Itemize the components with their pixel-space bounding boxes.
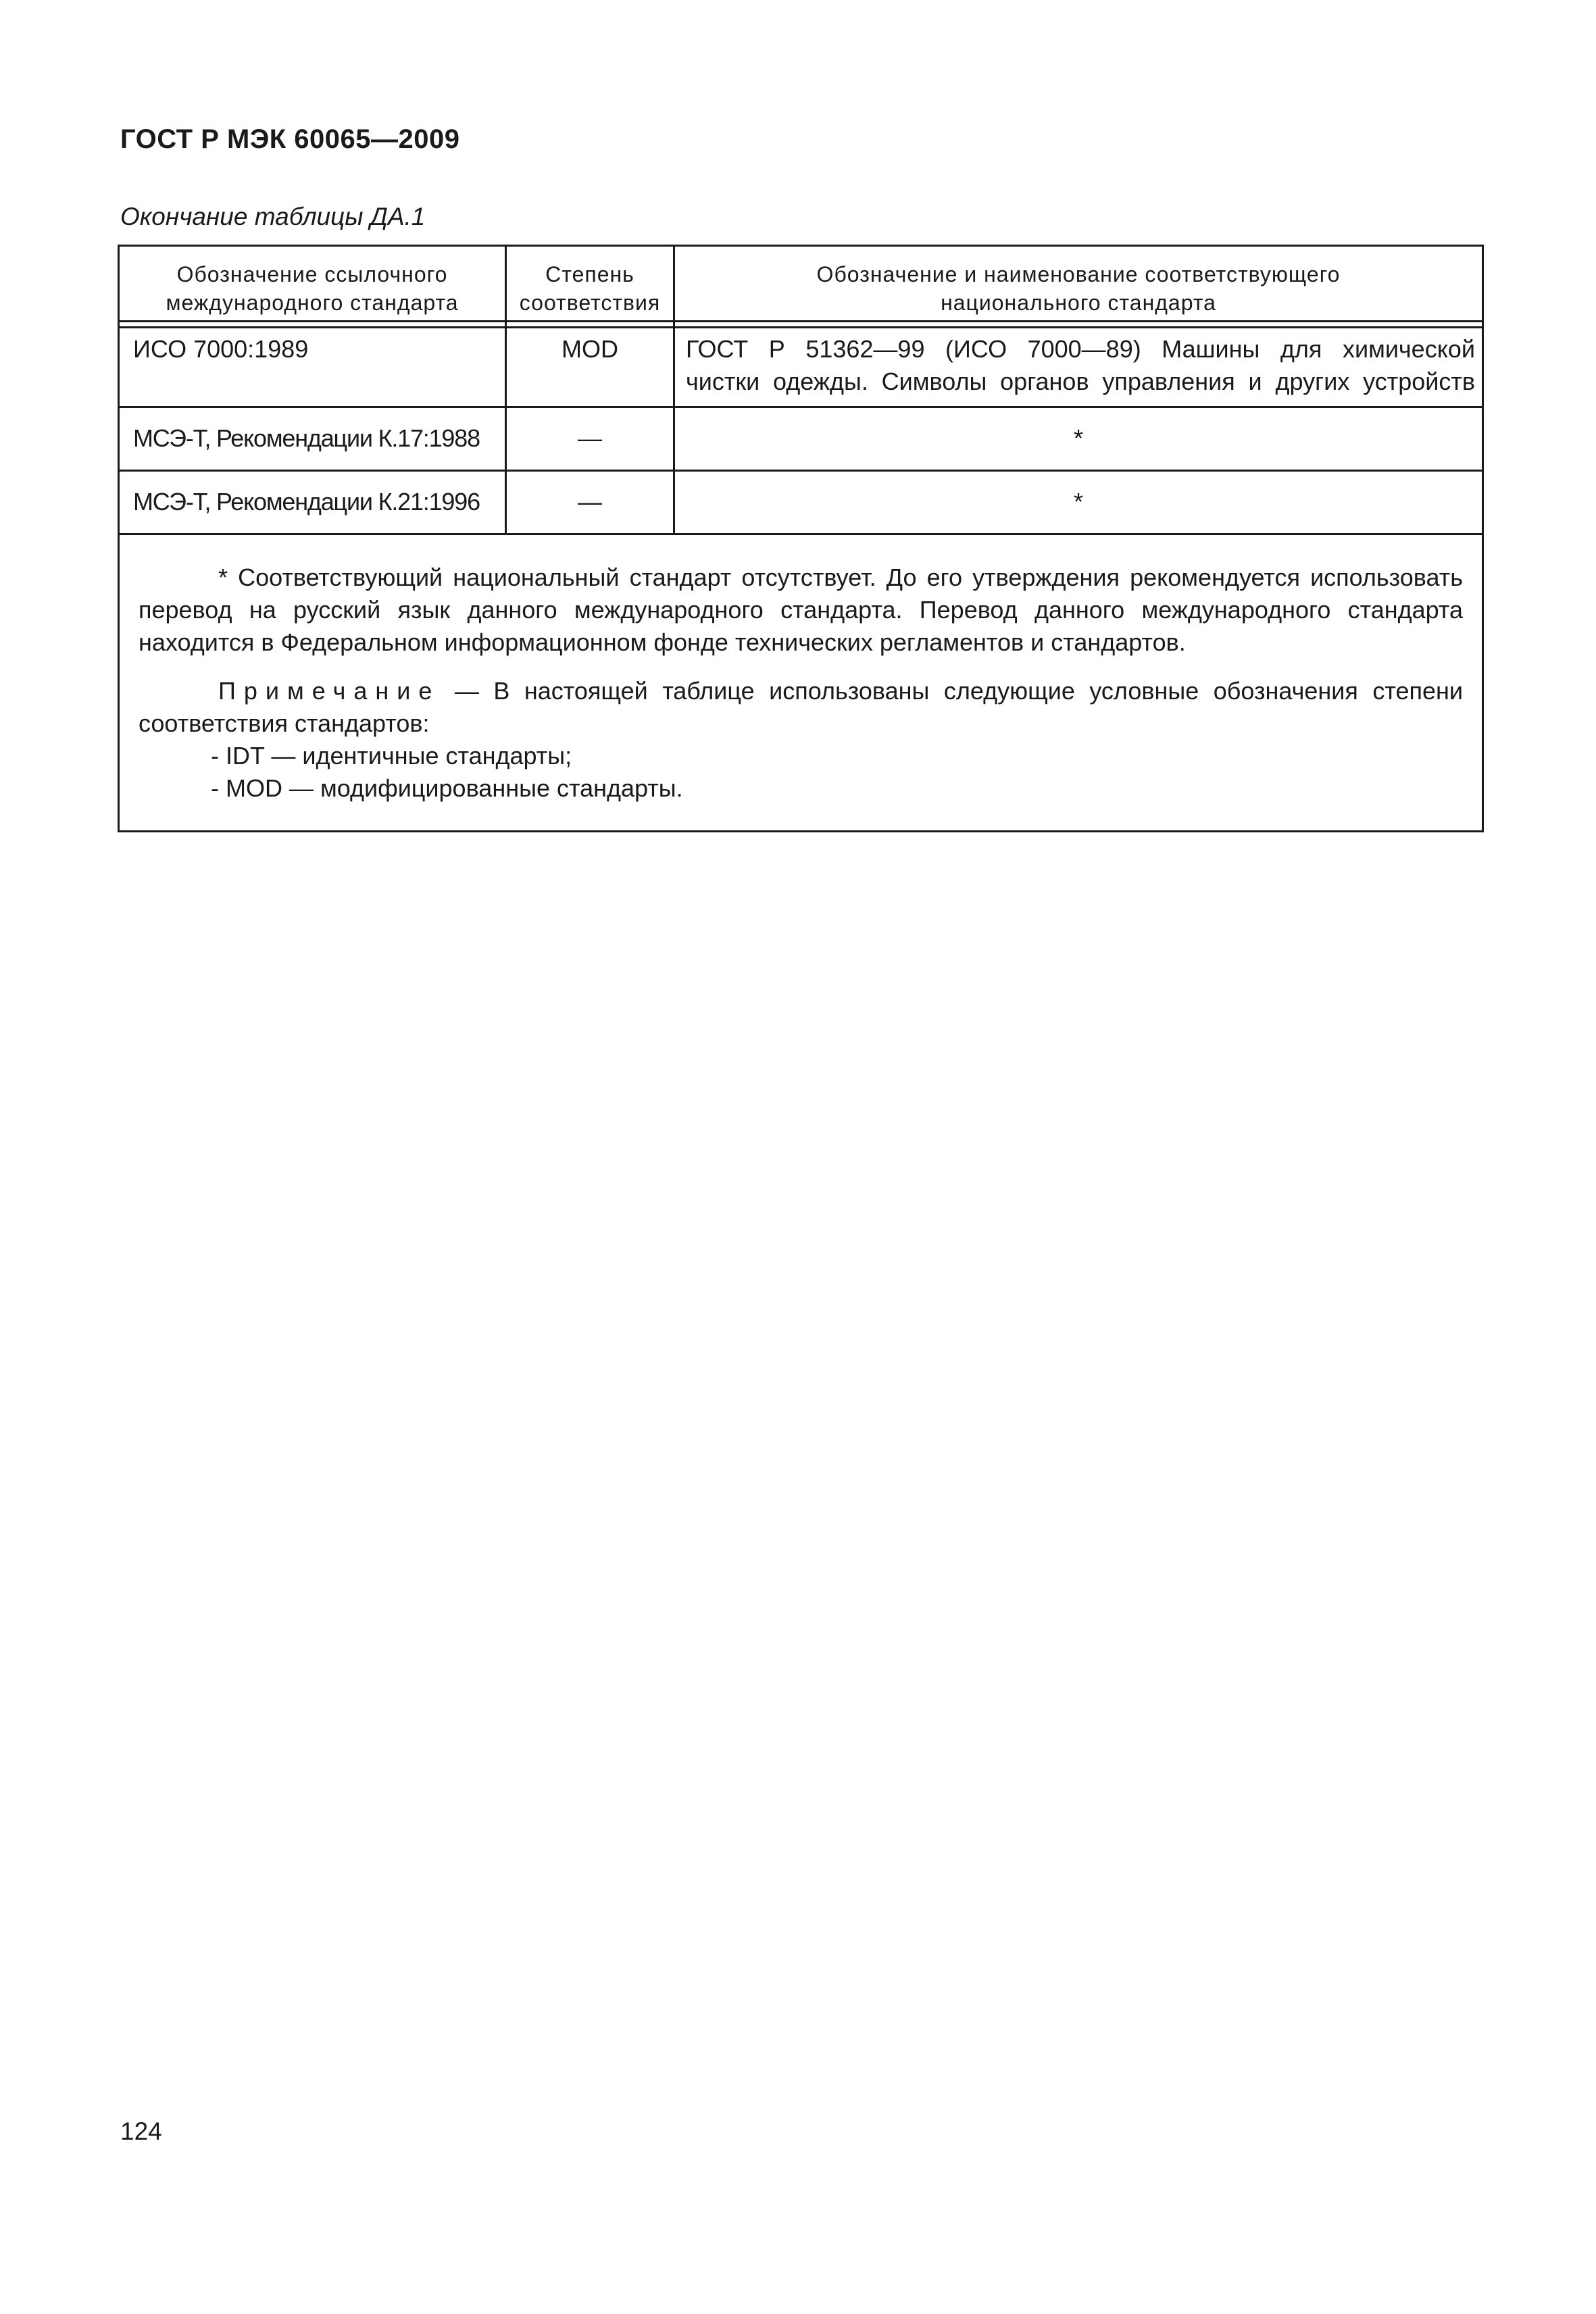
row-divider <box>120 533 1482 535</box>
header-divider <box>120 320 1482 322</box>
column-header-degree <box>507 260 673 317</box>
note-label: Примечание <box>218 677 441 705</box>
header-line: соответствия <box>519 291 661 315</box>
note-text-continued: соответствия стандартов: <box>139 709 430 737</box>
document-header: ГОСТ Р МЭК 60065—2009 <box>120 124 460 154</box>
column-header-national <box>675 260 1482 317</box>
table-cell-national: * <box>1073 424 1083 452</box>
row-divider <box>120 470 1482 472</box>
table-cell-reference: ИСО 7000:1989 <box>133 335 309 363</box>
note-list-item: - MOD — модифицированные стандарты. <box>211 774 683 802</box>
header-line: международного стандарта <box>166 291 459 315</box>
table-cell-degree: — <box>578 424 602 452</box>
national-line: чистки одежды. Символы органов управления и других устройств <box>686 368 1475 395</box>
note-list-item: - IDT — идентичные стандарты; <box>211 742 572 770</box>
table-note <box>139 675 1463 805</box>
national-line: ГОСТ Р 51362—99 (ИСО 7000—89) Машины для химической <box>686 335 1475 363</box>
header-line: национального стандарта <box>941 291 1216 315</box>
column-header-reference <box>120 260 505 317</box>
table-caption: Окончание таблицы ДА.1 <box>120 203 426 230</box>
note-text: — В настоящей таблице использованы следующие условные обозначения степени <box>440 677 1463 705</box>
header-line: Обозначение и наименование соответствующего <box>816 262 1341 286</box>
row-divider <box>120 406 1482 408</box>
page-number: 124 <box>120 2117 162 2145</box>
table-cell-degree: — <box>578 488 602 515</box>
table-cell-reference: МСЭ-Т, Рекомендации К.17:1988 <box>133 424 480 452</box>
table-cell-national <box>686 333 1475 398</box>
header-line: Обозначение ссылочного <box>176 262 448 286</box>
header-divider <box>120 326 1482 328</box>
table-cell-degree: MOD <box>562 335 618 363</box>
table-cell-national: * <box>1073 488 1083 515</box>
note-first-line <box>139 675 1463 707</box>
header-line: Степень <box>545 262 634 286</box>
table-cell-reference: МСЭ-Т, Рекомендации К.21:1996 <box>133 488 480 515</box>
standards-table <box>118 245 1484 832</box>
table-footnote: * Соответствующий национальный стандарт отсутствует. До его утверждения рекомендуется использовать перевод на русский язык данного международного стандарта. Перевод данного международного стандарта находится в Федеральном информационном фонде технических регламентов и стандартов. <box>139 563 1463 656</box>
